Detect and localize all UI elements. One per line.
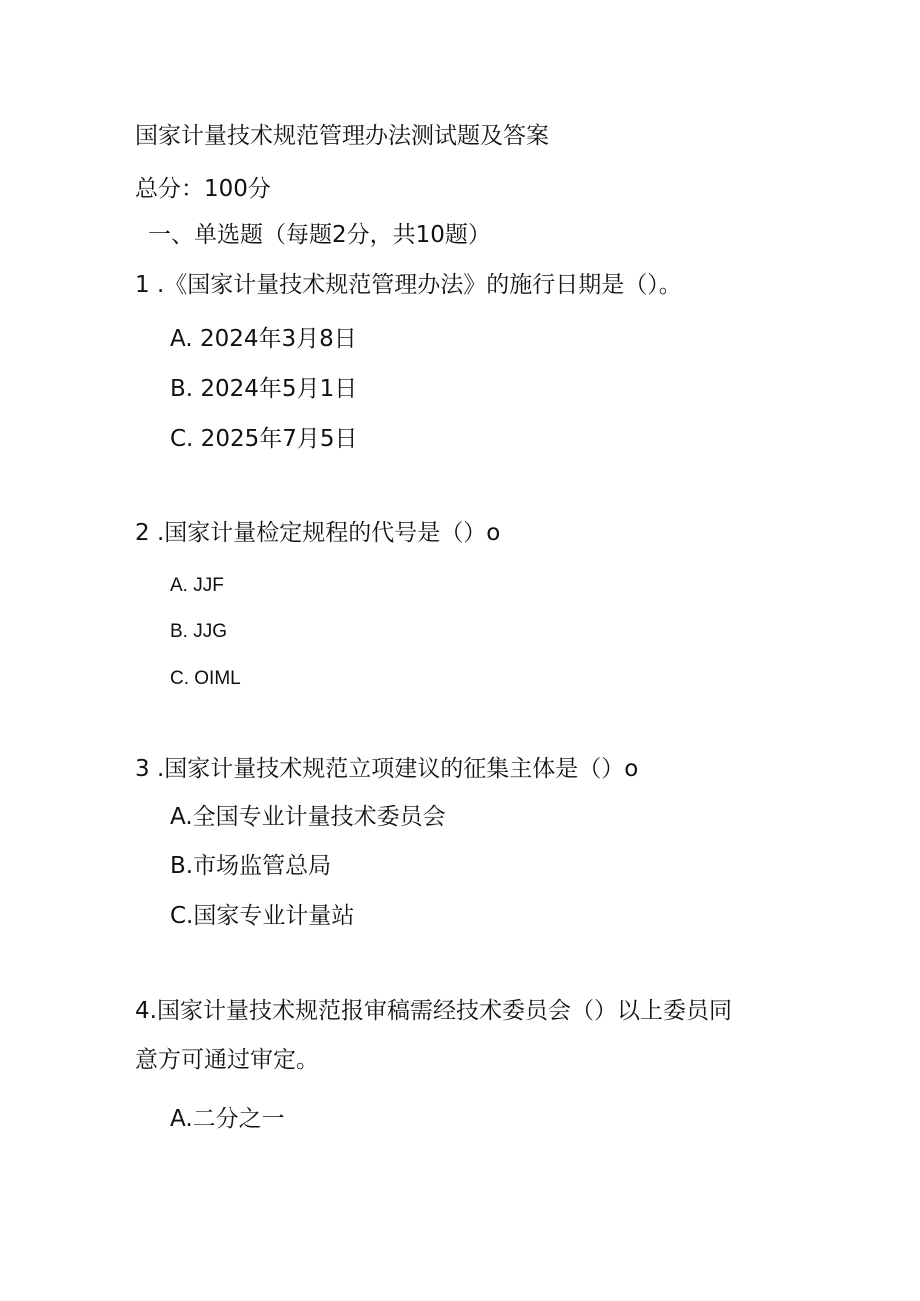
question-1-option-b: B. 2024年5月1日 — [170, 376, 358, 402]
question-2-option-c: C. OIML — [170, 668, 241, 689]
question-2-text: 2 .国家计量检定规程的代号是（）o — [135, 520, 501, 546]
total-score: 总分：100分 — [135, 176, 271, 202]
question-2-option-b: B. JJG — [170, 621, 228, 642]
section-heading: 一、单选题（每题2分，共10题） — [148, 222, 491, 248]
question-4-text-line-1: 4.国家计量技术规范报审稿需经技术委员会（）以上委员同 — [135, 998, 732, 1024]
question-3-option-a: A.全国专业计量技术委员会 — [170, 804, 446, 830]
question-1-text: 1 .《国家计量技术规范管理办法》的施行日期是（）。 — [135, 272, 682, 298]
question-4-option-a: A.二分之一 — [170, 1106, 285, 1132]
question-1-option-c: C. 2025年7月5日 — [170, 426, 358, 452]
question-1-option-a: A. 2024年3月8日 — [170, 326, 357, 352]
document-title: 国家计量技术规范管理办法测试题及答案 — [135, 123, 549, 149]
question-3-text: 3 .国家计量技术规范立项建议的征集主体是（）o — [135, 756, 639, 782]
question-3-option-c: C.国家专业计量站 — [170, 903, 355, 929]
question-4-text-line-2: 意方可通过审定。 — [135, 1047, 319, 1073]
question-3-option-b: B.市场监管总局 — [170, 853, 332, 879]
question-2-option-a: A. JJF — [170, 575, 224, 596]
